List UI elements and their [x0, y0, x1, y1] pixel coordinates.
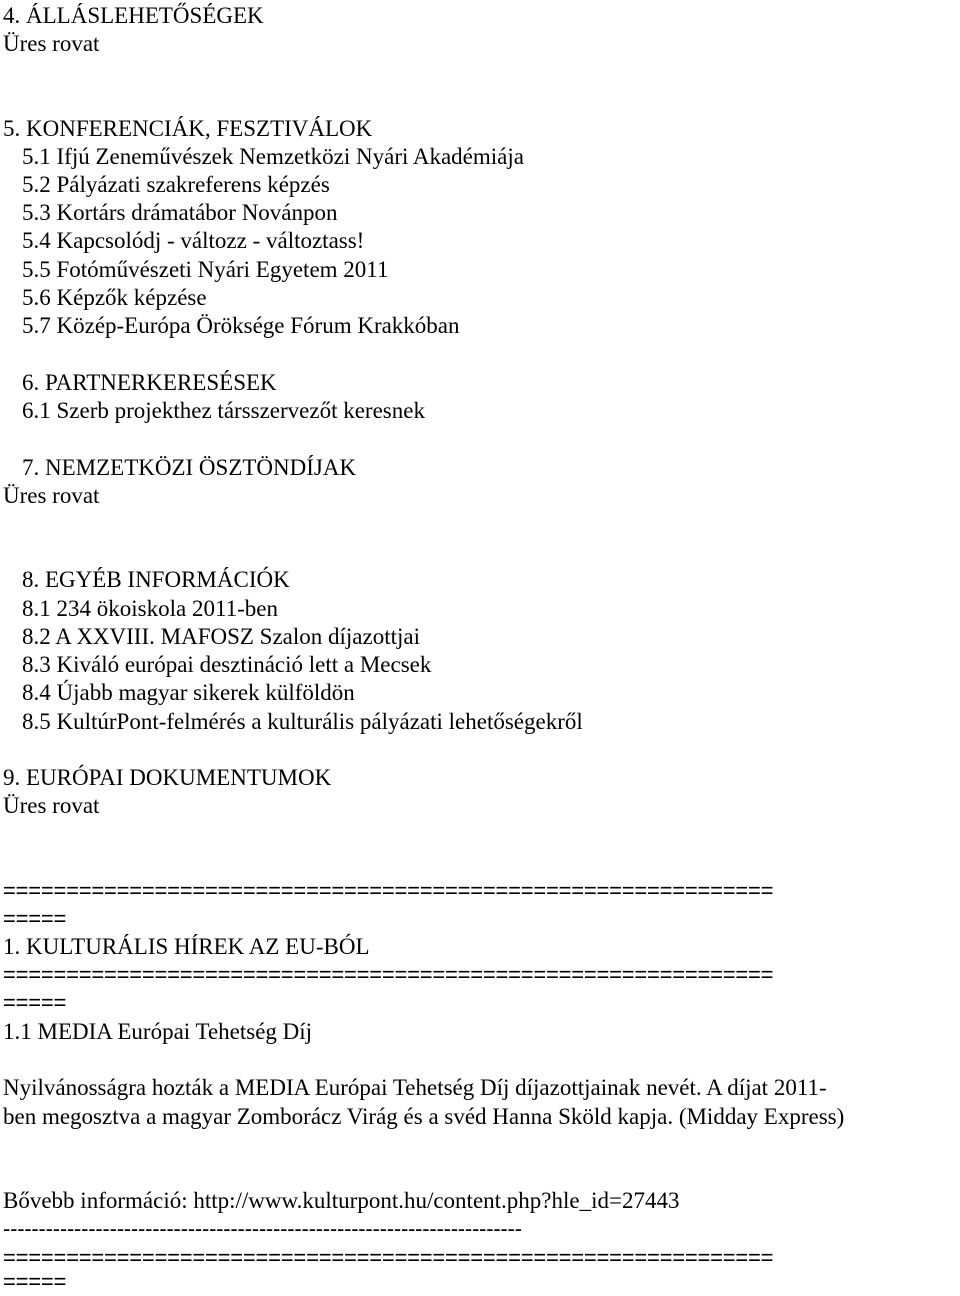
separator-rule: =============================================================	[3, 1245, 774, 1270]
section-8-item: 8.4 Újabb magyar sikerek külföldön	[22, 680, 355, 705]
section-5-item: 5.5 Fotóművészeti Nyári Egyetem 2011	[22, 257, 389, 282]
section-6-heading: 6. PARTNERKERESÉSEK	[22, 370, 277, 395]
section-7-heading: 7. NEMZETKÖZI ÖSZTÖNDÍJAK	[22, 455, 357, 480]
separator-rule: =============================================================	[3, 878, 774, 903]
section-5-heading: 5. KONFERENCIÁK, FESZTIVÁLOK	[3, 116, 373, 141]
article-body-line: Nyilvánosságra hozták a MEDIA Európai Tehetség Díj díjazottjainak nevét. A díjat 2011-	[3, 1075, 827, 1100]
article-title: 1.1 MEDIA Európai Tehetség Díj	[3, 1019, 313, 1044]
section-9-empty-note: Üres rovat	[3, 793, 100, 818]
separator-rule-tail: =====	[3, 990, 67, 1015]
section-5-item: 5.6 Képzők képzése	[22, 285, 207, 310]
section-5-item: 5.1 Ifjú Zeneművészek Nemzetközi Nyári Akadémiája	[22, 144, 524, 169]
dashed-separator: -------------------------------------------------------------------------	[3, 1216, 522, 1241]
separator-rule-tail: =====	[3, 906, 67, 931]
section-4-empty-note: Üres rovat	[3, 31, 100, 56]
article-body-line: ben megosztva a magyar Zomborácz Virág és a svéd Hanna Sköld kapja. (Midday Express)	[3, 1104, 845, 1129]
section-9-heading: 9. EURÓPAI DOKUMENTUMOK	[3, 765, 332, 790]
section-7-empty-note: Üres rovat	[3, 483, 100, 508]
section-6-item: 6.1 Szerb projekthez társszervezőt keresnek	[22, 398, 425, 423]
separator-rule: =============================================================	[3, 962, 774, 987]
section-5-item: 5.7 Közép-Európa Öröksége Fórum Krakkóban	[22, 313, 460, 338]
section-8-item: 8.2 A XXVIII. MAFOSZ Szalon díjazottjai	[22, 624, 420, 649]
section-4-heading: 4. ÁLLÁSLEHETŐSÉGEK	[3, 3, 264, 28]
section-8-item: 8.3 Kiváló európai desztináció lett a Mecsek	[22, 652, 432, 677]
section-8-item: 8.5 KultúrPont-felmérés a kulturális pályázati lehetőségekről	[22, 709, 583, 734]
section-8-heading: 8. EGYÉB INFORMÁCIÓK	[22, 567, 290, 592]
section-5-item: 5.2 Pályázati szakreferens képzés	[22, 172, 330, 197]
news-section-heading: 1. KULTURÁLIS HÍREK AZ EU-BÓL	[3, 934, 370, 959]
separator-rule-tail: =====	[3, 1269, 67, 1294]
section-5-item: 5.3 Kortárs drámatábor Novánpon	[22, 200, 338, 225]
section-5-item: 5.4 Kapcsolódj - változz - változtass!	[22, 228, 365, 253]
section-8-item: 8.1 234 ökoiskola 2011-ben	[22, 596, 278, 621]
more-info-link[interactable]: Bővebb információ: http://www.kulturpont.hu/content.php?hle_id=27443	[3, 1188, 680, 1213]
